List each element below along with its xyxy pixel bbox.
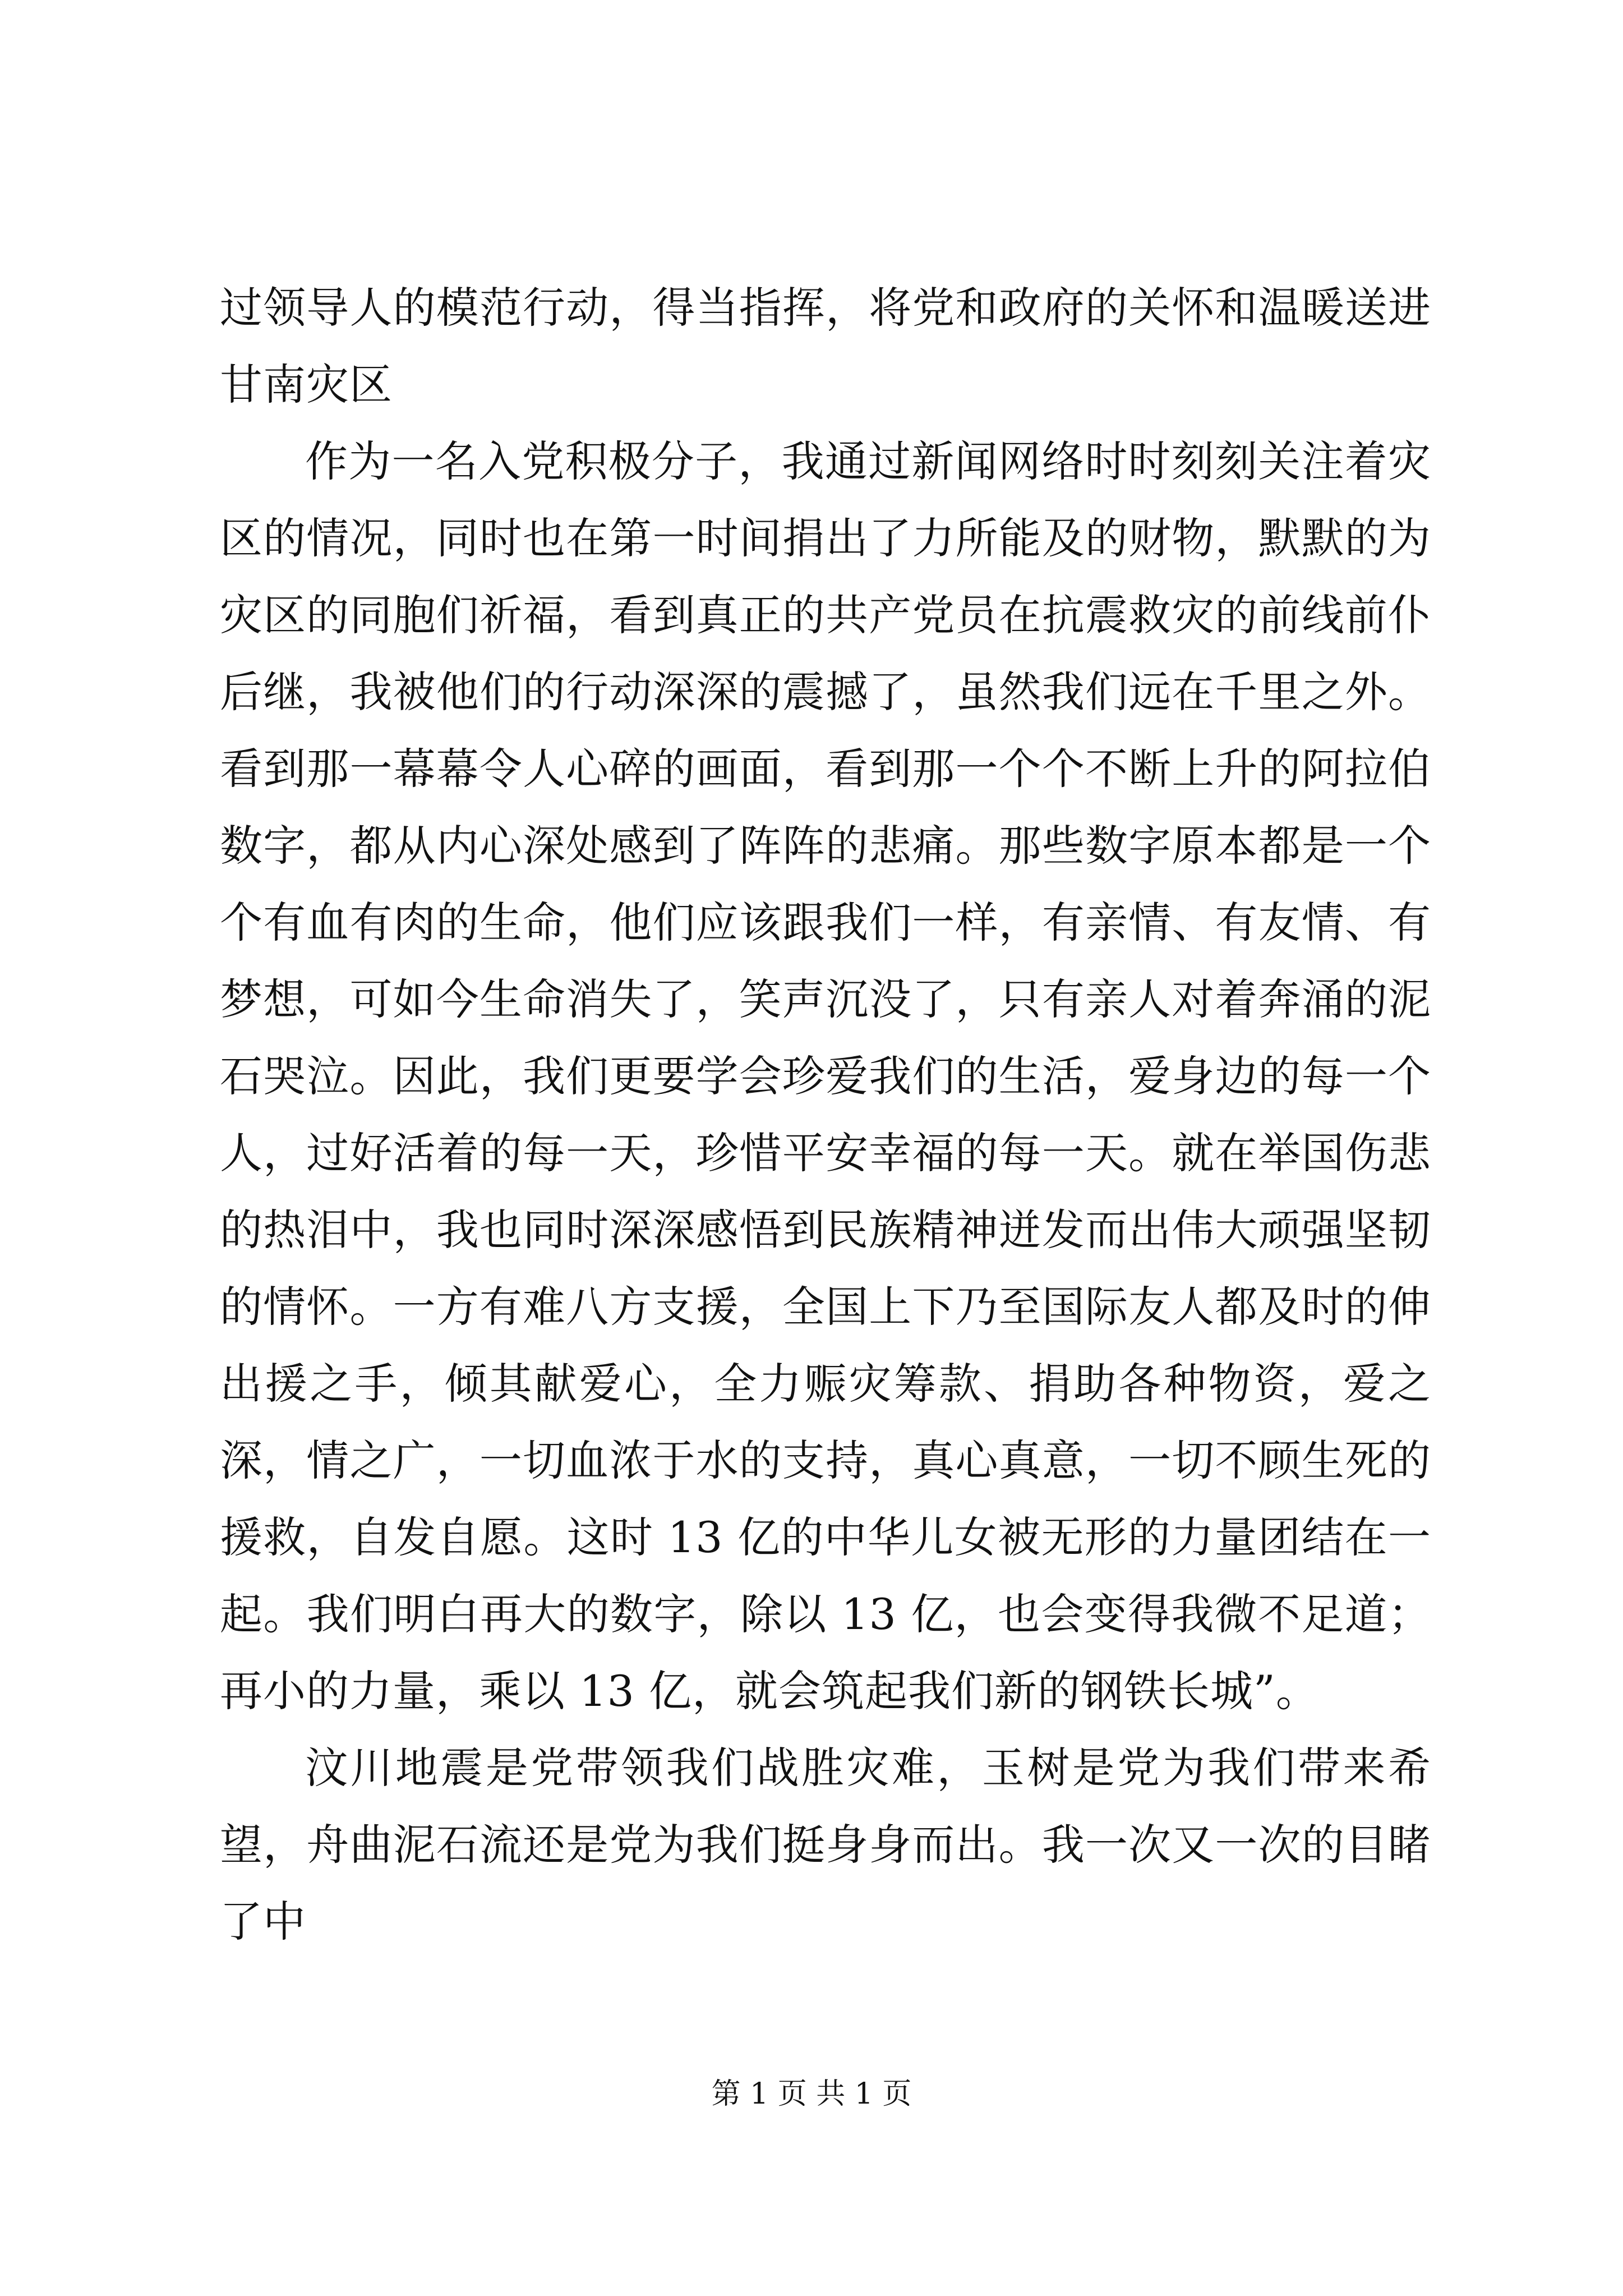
paragraph-3: 汶川地震是党带领我们战胜灾难，玉树是党为我们带来希望，舟曲泥石流还是党为我们挺身身而出。我一次又一次的目睹了中 [220,1743,1431,1947]
page-footer: 第 1 页 共 1 页 [711,2077,912,2111]
paragraph-2: 作为一名入党积极分子，我通过新闻网络时时刻刻关注着灾区的情况，同时也在第一时间捐出了力所能及的财物，默默的为灾区的同胞们祈福，看到真正的共产党员在抗震救灾的前线前仆后继，我被他们的行动深深的震撼了，虽然我们远在千里之外。看到那一幕幕令人心碎的画面，看到那一个个不断上升的阿拉伯数字，都从内心深处感到了阵阵的悲痛。那些数字原本都是一个个有血有肉的生命，他们应该跟我们一样，有亲情、有友情、有梦想，可如今生命消失了，笑声沉没了，只有亲人对着奔涌的泥石哭泣。因此，我们更要学会珍爱我们的生活，爱身边的每一个人，过好活着的每一天，珍惜平安幸福的每一天。就在举国伤悲的热泪中，我也同时深深感悟到民族精神迸发而出伟大顽强坚韧的情怀。一方有难八方支援，全国上下乃至国际友人都及时的伸出援之手，倾其献爱心，全力赈灾筹款、捐助各种物资，爱之深，情之广，一切血浓于水的支持，真心真意，一切不顾生死的援救，自发自愿。这时 13 亿的中华儿女被无形的力量团结在一起。我们明白再大的数字，除以 13 亿，也会变得我微不足道；再小的力量，乘以 13 亿，就会筑起我们新的钢铁长城”。 [220,436,1431,1716]
paragraph-1: 过领导人的模范行动，得当指挥，将党和政府的关怀和温暖送进甘南灾区 [220,283,1431,409]
document-body [220,269,1431,1960]
